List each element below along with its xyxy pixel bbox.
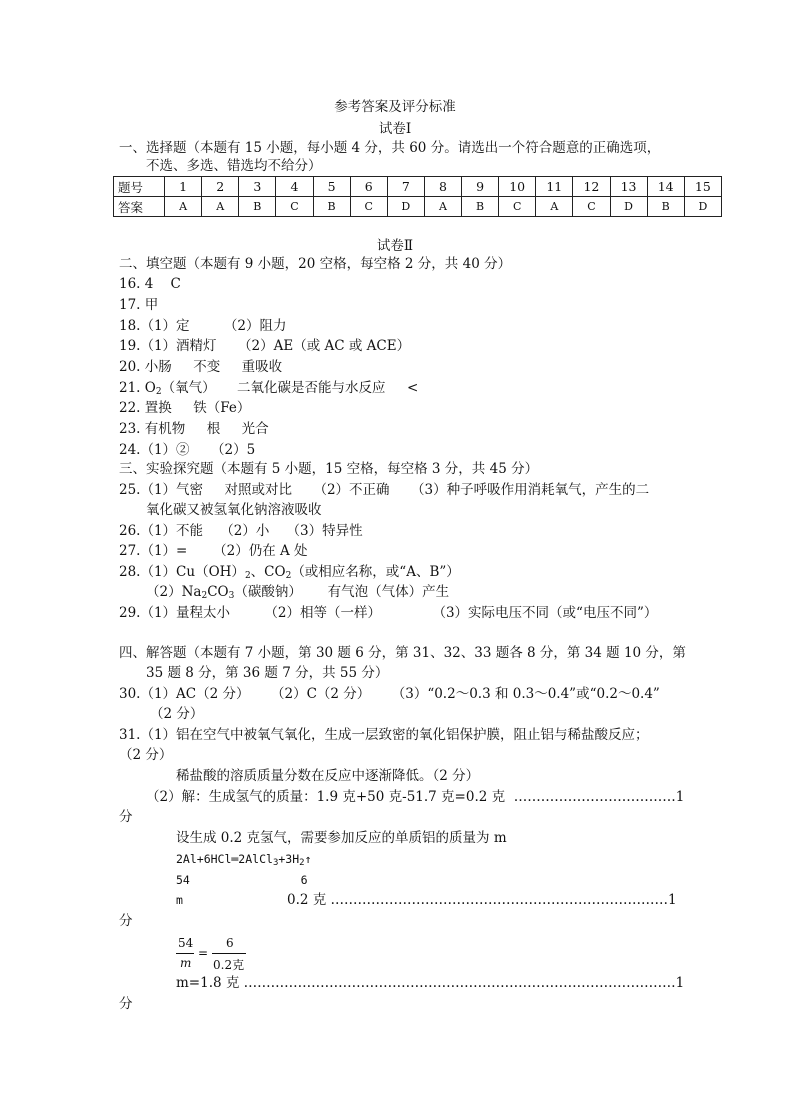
proportion-fraction bbox=[176, 936, 246, 972]
equation-unknown: m bbox=[176, 893, 183, 907]
q28-2-part-a: （2）Na bbox=[146, 584, 202, 600]
table-cell: 1 bbox=[165, 177, 202, 197]
table-cell: A bbox=[165, 197, 202, 217]
table-cell: A bbox=[202, 197, 239, 217]
table-cell: 5 bbox=[313, 177, 350, 197]
answer-q30-line1: 30.（1）AC（2 分） （2）C（2 分） （3）“0.2～0.3 和 0.3～0.4”或“0.2～0.4” bbox=[119, 686, 660, 702]
score-unit-1: 分 bbox=[119, 809, 133, 825]
fraction-denominator-2: 0.2克 bbox=[213, 958, 245, 972]
part1-title: 试卷Ⅰ bbox=[378, 121, 412, 137]
answer-q16: 16. 4 C bbox=[119, 276, 181, 292]
table-cell: 4 bbox=[276, 177, 313, 197]
table-cell: D bbox=[684, 197, 721, 217]
answer-q26: 26.（1）不能 （2）小 （3）特异性 bbox=[119, 523, 363, 539]
answer-q25-line2: 氧化碳又被氢氧化钠溶液吸收 bbox=[146, 502, 322, 518]
q21-part-a: 21. O bbox=[119, 380, 156, 396]
table-cell: 3 bbox=[239, 177, 276, 197]
answer-q31-line2: （2 分） bbox=[119, 747, 173, 763]
table-row-answers bbox=[114, 197, 722, 217]
equation-subscript-2: 2 bbox=[299, 858, 305, 868]
equation-known-mass: 0.2 克 …………………………………………………………………1 bbox=[287, 892, 677, 908]
section4-heading-line2: 35 题 8 分，第 36 题 7 分，共 55 分） bbox=[146, 665, 389, 681]
table-cell: A bbox=[536, 197, 573, 217]
table-cell: C bbox=[499, 197, 536, 217]
answer-q29: 29.（1）量程太小 （2）相等（一样） （3）实际电压不同（或“电压不同”） bbox=[119, 605, 658, 621]
table-cell: 8 bbox=[424, 177, 461, 197]
q28-2-part-b: CO bbox=[207, 584, 229, 600]
table-cell: 6 bbox=[350, 177, 387, 197]
equation-part-a: 2Al+6HCl═2AlCl bbox=[176, 852, 273, 866]
score-unit-3: 分 bbox=[119, 996, 133, 1012]
answer-q25-line1: 25.（1）气密 对照或对比 （2）不正确 （3）种子呼吸作用消耗氧气，产生的二 bbox=[119, 482, 650, 498]
row-label-answer: 答案 bbox=[114, 197, 165, 217]
equation-part-b: +3H bbox=[278, 852, 300, 866]
fraction-denominator-1: m bbox=[180, 956, 192, 970]
table-cell: 11 bbox=[536, 177, 573, 197]
answer-q30-line2: （2 分） bbox=[150, 706, 204, 722]
table-row-numbers bbox=[114, 177, 722, 197]
q28-2-subscript-1: 2 bbox=[201, 591, 208, 601]
fraction-bar-2 bbox=[212, 953, 246, 954]
q28-2-part-c: （碳酸钠） 有气泡（气体）产生 bbox=[234, 584, 450, 600]
document-title: 参考答案及评分标准 bbox=[334, 99, 456, 115]
table-cell: 9 bbox=[462, 177, 499, 197]
q28-subscript-2: 2 bbox=[285, 571, 292, 581]
answer-q27: 27.（1）= （2）仍在 A 处 bbox=[119, 543, 308, 559]
answer-q19: 19.（1）酒精灯 （2）AE（或 AC 或 ACE） bbox=[119, 338, 411, 354]
table-cell: C bbox=[350, 197, 387, 217]
answer-q17: 17. 甲 bbox=[119, 297, 159, 313]
table-cell: D bbox=[387, 197, 424, 217]
answer-q31-line5: 设生成 0.2 克氢气，需要参加反应的单质铝的质量为 m bbox=[176, 830, 507, 846]
q28-part-b: 、CO bbox=[250, 564, 286, 580]
section4-heading-line1: 四、解答题（本题有 7 小题，第 30 题 6 分，第 31、32、33 题各 8 分，第 34 题 10 分，第 bbox=[119, 645, 686, 661]
q28-part-c: （或相应名称，或“A、B”） bbox=[291, 564, 460, 580]
fraction-numerator-2: 6 bbox=[226, 936, 234, 950]
q28-part-a: 28.（1）Cu（OH） bbox=[119, 564, 245, 580]
table-cell: 13 bbox=[610, 177, 647, 197]
table-cell: B bbox=[313, 197, 350, 217]
answer-q28-line1 bbox=[119, 564, 460, 584]
chemical-equation bbox=[176, 851, 312, 871]
answer-q31-line4: （2）解：生成氢气的质量：1.9 克+50 克-51.7 克=0.2 克 ………………………………1 bbox=[146, 789, 685, 805]
table-cell: 15 bbox=[684, 177, 721, 197]
section3-heading: 三、实验探究题（本题有 5 小题，15 空格，每空格 3 分，共 45 分） bbox=[119, 461, 539, 477]
answer-table bbox=[113, 176, 722, 217]
score-unit-2: 分 bbox=[119, 913, 133, 929]
fraction-equals: = bbox=[198, 946, 209, 960]
q28-2-subscript-2: 3 bbox=[228, 591, 235, 601]
answer-q31-line3: 稀盐酸的溶质质量分数在反应中逐渐降低。（2 分） bbox=[176, 768, 480, 784]
table-cell: D bbox=[610, 197, 647, 217]
answer-q18: 18.（1）定 （2）阻力 bbox=[119, 318, 287, 334]
table-cell: 12 bbox=[573, 177, 610, 197]
table-cell: B bbox=[239, 197, 276, 217]
table-cell: 14 bbox=[647, 177, 684, 197]
table-cell: C bbox=[276, 197, 313, 217]
q28-subscript-1: 2 bbox=[244, 571, 251, 581]
answer-q22: 22. 置换 铁（Fe） bbox=[119, 400, 251, 416]
answer-q24: 24.（1）② （2）5 bbox=[119, 442, 256, 458]
answer-q31-line1: 31.（1）铝在空气中被氧气氧化，生成一层致密的氧化铝保护膜，阻止铝与稀盐酸反应； bbox=[119, 727, 649, 743]
q21-subscript: 2 bbox=[155, 387, 162, 397]
part2-title: 试卷Ⅱ bbox=[376, 238, 414, 254]
table-cell: B bbox=[647, 197, 684, 217]
table-cell: 10 bbox=[499, 177, 536, 197]
answer-q23: 23. 有机物 根 光合 bbox=[119, 421, 269, 437]
table-cell: 7 bbox=[387, 177, 424, 197]
answer-q20: 20. 小肠 不变 重吸收 bbox=[119, 359, 283, 375]
equation-subscript-1: 3 bbox=[272, 858, 279, 868]
section2-heading: 二、填空题（本题有 9 小题，20 空格，每空格 2 分，共 40 分） bbox=[119, 256, 512, 272]
equation-coefficients: 54 6 bbox=[176, 873, 308, 887]
table-cell: C bbox=[573, 197, 610, 217]
result-mass: m=1.8 克 ……………………………………………………………………………………1 bbox=[176, 975, 685, 991]
equation-arrow: ↑ bbox=[304, 852, 312, 866]
row-label-number: 题号 bbox=[114, 177, 165, 197]
answer-q28-line2 bbox=[146, 584, 449, 604]
fraction-numerator-1: 54 bbox=[178, 936, 194, 950]
q21-part-b: （氧气） 二氧化碳是否能与水反应 < bbox=[161, 380, 419, 396]
answer-q21 bbox=[119, 380, 418, 400]
section1-heading-line2: 不选、多选、错选均不给分） bbox=[146, 158, 322, 174]
fraction-bar-1 bbox=[176, 953, 194, 954]
table-cell: 2 bbox=[202, 177, 239, 197]
table-cell: A bbox=[424, 197, 461, 217]
table-cell: B bbox=[462, 197, 499, 217]
section1-heading-line1: 一、选择题（本题有 15 小题，每小题 4 分，共 60 分。请选出一个符合题意的正确选项， bbox=[119, 140, 661, 156]
